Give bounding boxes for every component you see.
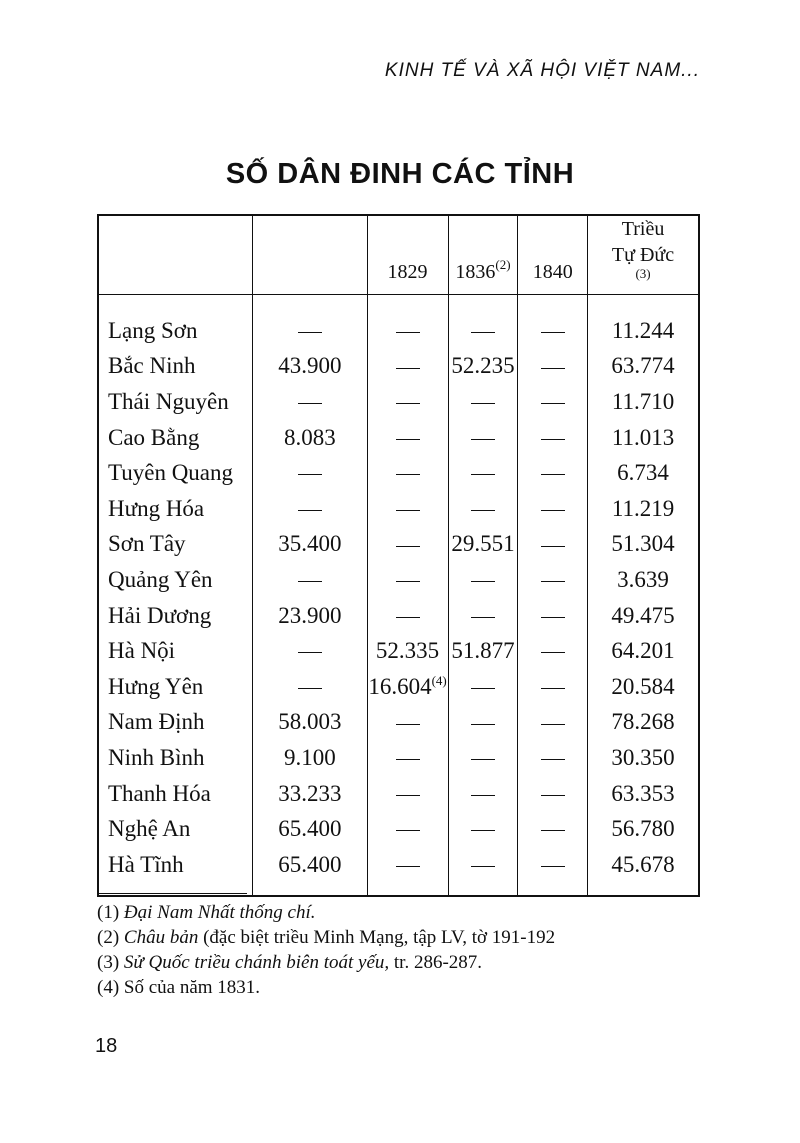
- footnote-text: (đặc biệt triều Minh Mạng, tập LV, tờ 191-192: [198, 927, 556, 948]
- table-row: [98, 811, 699, 847]
- dash-mark: [471, 403, 495, 404]
- population-table: [97, 214, 700, 897]
- province-name: Thanh Hóa: [98, 776, 253, 812]
- table-row: [98, 527, 699, 563]
- empty-value-dash: [367, 598, 448, 634]
- column-header-1836: [448, 215, 518, 295]
- empty-value-dash: [367, 562, 448, 598]
- dash-mark: [396, 546, 420, 547]
- population-value: [253, 776, 367, 812]
- population-number: 51.304: [611, 531, 675, 557]
- dash-mark: [541, 866, 565, 867]
- empty-value-dash: [448, 740, 518, 776]
- province-name: Hà Nội: [98, 633, 253, 669]
- empty-value-dash: [367, 740, 448, 776]
- empty-value-dash: [448, 420, 518, 456]
- empty-value-dash: [367, 455, 448, 491]
- empty-value-dash: [253, 633, 367, 669]
- table-row: [98, 705, 699, 741]
- empty-value-dash: [518, 633, 588, 669]
- footnote-text: Số của năm 1831.: [123, 977, 261, 998]
- empty-value-dash: [367, 420, 448, 456]
- dash-mark: [541, 830, 565, 831]
- running-header: KINH TẾ VÀ XÃ HỘI VIỆT NAM...: [384, 60, 700, 81]
- empty-value-dash: [518, 562, 588, 598]
- footnote-source-title: Châu bản: [123, 927, 199, 948]
- column-header-province: [98, 215, 253, 295]
- province-name: Sơn Tây: [98, 527, 253, 563]
- empty-value-dash: [448, 598, 518, 634]
- population-number: 65.400: [278, 816, 342, 842]
- dash-mark: [471, 688, 495, 689]
- population-value: [588, 455, 699, 491]
- table-row: [98, 455, 699, 491]
- page-number: 18: [95, 1035, 118, 1057]
- population-number: 16.604: [368, 673, 432, 699]
- dash-mark: [541, 332, 565, 333]
- table-row: [98, 669, 699, 705]
- population-value: [448, 527, 518, 563]
- population-number: 29.551: [451, 531, 515, 557]
- table-row: [98, 633, 699, 669]
- dash-mark: [396, 510, 420, 511]
- empty-value-dash: [518, 740, 588, 776]
- empty-value-dash: [448, 669, 518, 705]
- empty-value-dash: [367, 491, 448, 527]
- empty-value-dash: [367, 847, 448, 896]
- province-name: Quảng Yên: [98, 562, 253, 598]
- province-name: Lạng Sơn: [98, 295, 253, 349]
- dash-mark: [396, 830, 420, 831]
- footnote-source-title: Đại Nam Nhất thống chí.: [123, 902, 316, 923]
- footnote-number: (1): [97, 902, 120, 923]
- population-number: 58.003: [278, 709, 342, 735]
- empty-value-dash: [367, 384, 448, 420]
- table-row: [98, 598, 699, 634]
- population-value: [253, 811, 367, 847]
- empty-value-dash: [448, 705, 518, 741]
- empty-value-dash: [448, 455, 518, 491]
- population-number: 23.900: [278, 602, 342, 628]
- empty-value-dash: [518, 349, 588, 385]
- population-value: [253, 349, 367, 385]
- dash-mark: [396, 581, 420, 582]
- table-row: [98, 776, 699, 812]
- population-value: [588, 562, 699, 598]
- empty-value-dash: [367, 295, 448, 349]
- table-row: [98, 847, 699, 896]
- dash-mark: [298, 332, 322, 333]
- dash-mark: [298, 510, 322, 511]
- empty-value-dash: [518, 420, 588, 456]
- population-value: [588, 491, 699, 527]
- footnote-number: (4): [97, 977, 120, 998]
- empty-value-dash: [367, 705, 448, 741]
- column-header-tu-duc-line2: [588, 242, 698, 294]
- dash-mark: [541, 724, 565, 725]
- province-name: Nam Định: [98, 705, 253, 741]
- population-value: [588, 705, 699, 741]
- population-number: 30.350: [611, 744, 675, 770]
- dash-mark: [298, 581, 322, 582]
- dash-mark: [471, 581, 495, 582]
- column-header-1836-label: 1836: [455, 261, 496, 283]
- column-header-1829: 1829: [367, 215, 448, 295]
- dash-mark: [471, 724, 495, 725]
- population-value: [588, 420, 699, 456]
- table-row: [98, 295, 699, 349]
- empty-value-dash: [518, 598, 588, 634]
- footnote-ref-4: (4): [431, 672, 447, 688]
- province-name: Nghệ An: [98, 811, 253, 847]
- dash-mark: [396, 332, 420, 333]
- dash-mark: [396, 759, 420, 760]
- population-number: 51.877: [451, 638, 515, 664]
- dash-mark: [471, 332, 495, 333]
- population-value: [588, 776, 699, 812]
- empty-value-dash: [518, 669, 588, 705]
- empty-value-dash: [367, 527, 448, 563]
- dash-mark: [396, 795, 420, 796]
- population-number: 11.013: [611, 424, 675, 450]
- population-value: [588, 811, 699, 847]
- dash-mark: [541, 652, 565, 653]
- dash-mark: [541, 688, 565, 689]
- population-number: 63.774: [611, 353, 675, 379]
- column-header-tu-duc: [588, 215, 699, 295]
- table-row: [98, 562, 699, 598]
- dash-mark: [396, 724, 420, 725]
- empty-value-dash: [367, 349, 448, 385]
- empty-value-dash: [448, 811, 518, 847]
- empty-value-dash: [518, 776, 588, 812]
- footnote: [97, 900, 555, 925]
- population-number: 78.268: [611, 709, 675, 735]
- empty-value-dash: [253, 562, 367, 598]
- empty-value-dash: [253, 669, 367, 705]
- footnote-number: (3): [97, 952, 120, 973]
- population-value: [253, 420, 367, 456]
- empty-value-dash: [518, 811, 588, 847]
- footnote: [97, 950, 555, 975]
- population-number: 35.400: [278, 531, 342, 557]
- empty-value-dash: [518, 491, 588, 527]
- empty-value-dash: [448, 847, 518, 896]
- empty-value-dash: [518, 295, 588, 349]
- empty-value-dash: [448, 295, 518, 349]
- province-name: Thái Nguyên: [98, 384, 253, 420]
- table-body: [98, 295, 699, 896]
- dash-mark: [396, 474, 420, 475]
- population-number: 52.335: [375, 638, 440, 664]
- population-value: [448, 633, 518, 669]
- population-value: [588, 847, 699, 896]
- population-number: 64.201: [611, 638, 675, 664]
- dash-mark: [541, 510, 565, 511]
- empty-value-dash: [448, 384, 518, 420]
- province-name: Hưng Yên: [98, 669, 253, 705]
- footnote-source-title: Sử Quốc triều chánh biên toát yếu,: [123, 952, 390, 973]
- dash-mark: [471, 439, 495, 440]
- population-number: 3.639: [617, 566, 669, 592]
- dash-mark: [471, 830, 495, 831]
- dash-mark: [298, 652, 322, 653]
- dash-mark: [471, 510, 495, 511]
- population-number: 11.244: [611, 317, 675, 343]
- population-number: 33.233: [278, 780, 342, 806]
- population-value: [588, 598, 699, 634]
- footnote-divider: [97, 893, 247, 894]
- population-number: 63.353: [611, 780, 675, 806]
- dash-mark: [298, 474, 322, 475]
- page-title: SỐ DÂN ĐINH CÁC TỈNH: [225, 158, 575, 190]
- dash-mark: [541, 617, 565, 618]
- dash-mark: [541, 759, 565, 760]
- dash-mark: [541, 546, 565, 547]
- dash-mark: [471, 759, 495, 760]
- population-number: 20.584: [611, 673, 675, 699]
- column-header-1840: 1840: [518, 215, 588, 295]
- province-name: Bắc Ninh: [98, 349, 253, 385]
- footnote: [97, 975, 555, 1000]
- table-row: [98, 420, 699, 456]
- population-value: [588, 633, 699, 669]
- population-value: [367, 633, 448, 669]
- dash-mark: [396, 403, 420, 404]
- population-number: 52.235: [451, 353, 515, 379]
- footnotes: [97, 900, 555, 1000]
- empty-value-dash: [367, 811, 448, 847]
- dash-mark: [541, 368, 565, 369]
- dash-mark: [471, 866, 495, 867]
- population-number: 9.100: [284, 744, 336, 770]
- empty-value-dash: [253, 295, 367, 349]
- population-value: [367, 669, 448, 705]
- table-row: [98, 384, 699, 420]
- province-name: Hưng Hóa: [98, 491, 253, 527]
- table-row: [98, 491, 699, 527]
- dash-mark: [541, 581, 565, 582]
- population-number: 8.083: [284, 424, 336, 450]
- province-name: Hà Tĩnh: [98, 847, 253, 896]
- population-number: 6.734: [617, 460, 669, 486]
- empty-value-dash: [253, 455, 367, 491]
- population-number: 11.219: [611, 495, 675, 521]
- population-number: 56.780: [611, 816, 675, 842]
- population-value: [588, 349, 699, 385]
- dash-mark: [396, 866, 420, 867]
- population-value: [253, 740, 367, 776]
- population-value: [588, 669, 699, 705]
- dash-mark: [298, 688, 322, 689]
- population-value: [588, 295, 699, 349]
- dash-mark: [396, 617, 420, 618]
- dash-mark: [541, 403, 565, 404]
- footnote-text: tr. 286-287.: [389, 952, 483, 973]
- population-number: 43.900: [278, 353, 342, 379]
- population-value: [253, 598, 367, 634]
- empty-value-dash: [518, 847, 588, 896]
- column-header-tu-duc-line1: Triều: [621, 218, 665, 240]
- population-number: 65.400: [278, 851, 342, 877]
- empty-value-dash: [448, 562, 518, 598]
- dash-mark: [541, 474, 565, 475]
- empty-value-dash: [448, 491, 518, 527]
- population-value: [588, 527, 699, 563]
- dash-mark: [541, 439, 565, 440]
- empty-value-dash: [518, 384, 588, 420]
- footnote-ref-3: (3): [635, 266, 651, 281]
- table-row: [98, 349, 699, 385]
- dash-mark: [396, 368, 420, 369]
- population-value: [253, 527, 367, 563]
- empty-value-dash: [518, 455, 588, 491]
- column-header-tu-duc-label: Tự Đức: [611, 244, 675, 266]
- population-value: [588, 384, 699, 420]
- footnote: [97, 925, 555, 950]
- population-number: 45.678: [611, 851, 675, 877]
- province-name: Ninh Bình: [98, 740, 253, 776]
- population-value: [253, 847, 367, 896]
- dash-mark: [298, 403, 322, 404]
- dash-mark: [541, 795, 565, 796]
- province-name: Cao Bằng: [98, 420, 253, 456]
- column-header-source-1: [253, 215, 367, 295]
- dash-mark: [471, 795, 495, 796]
- population-value: [253, 705, 367, 741]
- empty-value-dash: [253, 491, 367, 527]
- empty-value-dash: [518, 527, 588, 563]
- empty-value-dash: [367, 776, 448, 812]
- empty-value-dash: [518, 705, 588, 741]
- province-name: Hải Dương: [98, 598, 253, 634]
- empty-value-dash: [448, 776, 518, 812]
- table-header-row: [98, 215, 699, 295]
- population-value: [448, 349, 518, 385]
- population-number: 11.710: [611, 388, 675, 414]
- province-name: Tuyên Quang: [98, 455, 253, 491]
- population-value: [588, 740, 699, 776]
- footnote-ref-2: (2): [495, 257, 511, 272]
- dash-mark: [471, 617, 495, 618]
- dash-mark: [471, 474, 495, 475]
- population-number: 49.475: [611, 602, 675, 628]
- empty-value-dash: [253, 384, 367, 420]
- footnote-number: (2): [97, 927, 120, 948]
- dash-mark: [396, 439, 420, 440]
- table-row: [98, 740, 699, 776]
